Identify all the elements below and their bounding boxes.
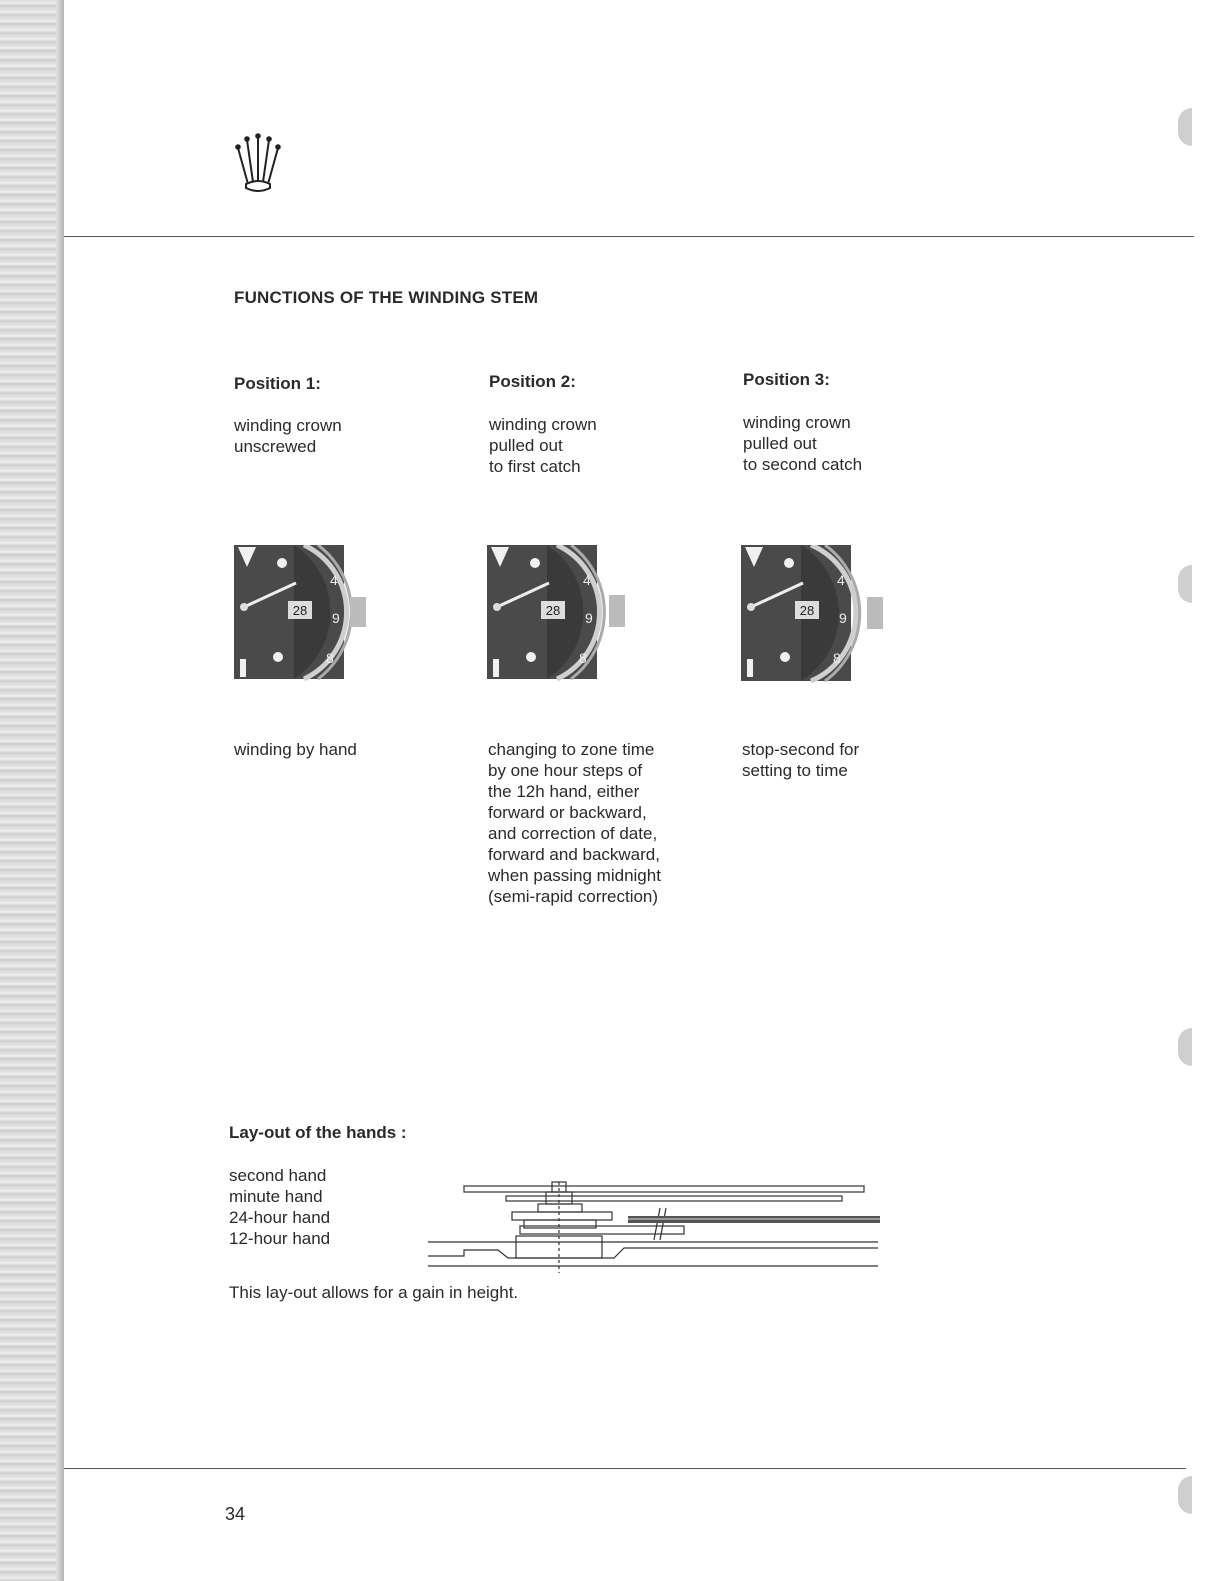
position-2-state: winding crown pulled out to first catch: [489, 415, 597, 476]
watch-date: 28: [292, 603, 308, 618]
position-1-function: winding by hand: [234, 740, 357, 759]
position-1-state: winding crown unscrewed: [234, 416, 342, 456]
position-2-heading: Position 2:: [489, 372, 576, 391]
hand-label-12-hour: 12-hour hand: [229, 1229, 331, 1248]
svg-text:8: 8: [833, 650, 841, 666]
page-binding-edge: [0, 0, 64, 1581]
svg-text:4: 4: [583, 572, 591, 588]
punch-hole: [1178, 1028, 1192, 1066]
footer-rule: [64, 1468, 1186, 1469]
watch-dial-photo-2: [487, 545, 637, 685]
hands-list: [229, 1165, 330, 1249]
page-title: FUNCTIONS OF THE WINDING STEM: [234, 288, 539, 307]
watch-date: 28: [545, 603, 561, 618]
svg-text:9: 9: [585, 610, 593, 626]
punch-hole: [1178, 565, 1192, 603]
svg-text:4: 4: [837, 572, 845, 588]
position-3-heading: Position 3:: [743, 370, 830, 389]
hand-label-minute: minute hand: [229, 1187, 323, 1206]
hand-label-second: second hand: [229, 1166, 327, 1185]
position-3-state: winding crown pulled out to second catch: [743, 413, 863, 474]
punch-hole: [1178, 108, 1192, 146]
hand-label-24-hour: 24-hour hand: [229, 1208, 331, 1227]
position-3-function: stop-second for setting to time: [742, 740, 860, 780]
watch-date: 28: [799, 603, 815, 618]
punch-hole: [1178, 1476, 1192, 1514]
position-2-function: changing to zone time by one hour steps of the 12h hand, either forward or backward, and correction of date, forward and backward, when passing midnight (semi-rapid correction): [488, 740, 661, 906]
svg-text:9: 9: [839, 610, 847, 626]
watch-dial-photo-3: [741, 545, 891, 685]
hands-layout-heading: Lay-out of the hands :: [229, 1123, 407, 1142]
watch-dial-photo-1: [234, 545, 384, 685]
position-1-heading: Position 1:: [234, 374, 321, 393]
page-number: 34: [225, 1504, 246, 1524]
hands-layout-diagram: [428, 1178, 888, 1273]
svg-text:8: 8: [579, 650, 587, 666]
svg-text:9: 9: [332, 610, 340, 626]
header-rule: [64, 236, 1194, 237]
svg-text:8: 8: [326, 650, 334, 666]
crown-logo-icon: [230, 132, 286, 194]
svg-text:4: 4: [330, 572, 338, 588]
hands-layout-note: This lay-out allows for a gain in height.: [229, 1283, 519, 1302]
